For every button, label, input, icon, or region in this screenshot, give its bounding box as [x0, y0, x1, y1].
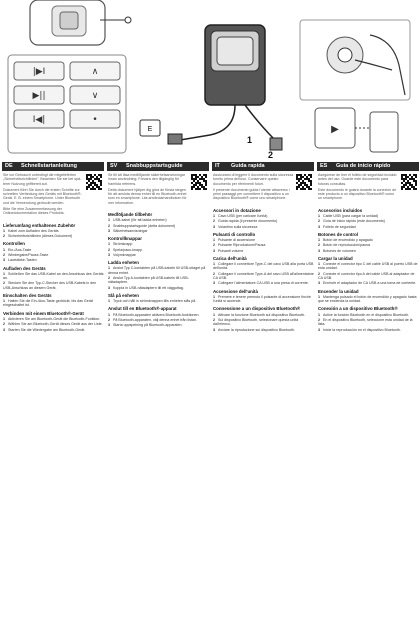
- item-number: 3: [318, 248, 320, 253]
- section-heading: Ladda enheten: [108, 260, 139, 266]
- section-item: [213, 318, 314, 327]
- item-text: På Bluetooth-apparaten, välj denna enhet från listan.: [113, 317, 197, 322]
- section-item: [108, 313, 209, 317]
- item-number: 3: [213, 281, 215, 286]
- section-item: [108, 266, 209, 275]
- section-heading: Lieferumfang enthaltenes Zubehör: [3, 222, 76, 228]
- item-number: 1: [3, 299, 5, 304]
- illustration-strip: [0, 0, 420, 158]
- section-item: [108, 218, 209, 222]
- section-heading: Accensione dell'unità: [213, 288, 258, 294]
- section-item: [108, 242, 209, 246]
- item-number: 3: [318, 224, 320, 229]
- section-item: [318, 318, 419, 327]
- item-number: 1: [108, 299, 110, 304]
- item-number: 2: [108, 317, 110, 322]
- section-item: [3, 299, 104, 308]
- item-text: Anslut Typ A-kontakten på USB-kabeln till USB-nätadaptern.: [108, 276, 189, 285]
- item-number: 3: [108, 252, 110, 257]
- intro-paragraph: Dokument führt Sie durch die ersten Schritte zur schnellen Verbindung des Geräts mit Bluetooth®-Gerät. E. B. einem Smartphone. Unter Bluetooth und die Verwendung gedruckt werden.: [3, 187, 82, 205]
- section-item: [213, 295, 314, 304]
- item-number: 1: [213, 213, 215, 218]
- column-sv: [107, 162, 209, 640]
- illustration-svg: [0, 0, 420, 158]
- section-item: [3, 281, 104, 290]
- section-item: [213, 243, 314, 247]
- section-item: [213, 313, 314, 317]
- section-item: [3, 328, 104, 332]
- item-text: Koppla in USB-nätadaptern till ett vägguttag.: [113, 285, 184, 290]
- item-number: 1: [213, 312, 215, 317]
- section-heading: Verbinden mit einem Bluetooth®-Gerät: [3, 310, 84, 316]
- language-columns: [0, 162, 420, 640]
- item-number: 1: [318, 262, 320, 267]
- item-number: 2: [318, 243, 320, 248]
- section-item: [318, 238, 419, 242]
- section-item: [108, 224, 209, 228]
- qr-code-icon: [191, 174, 207, 190]
- section-heading: Connessione a un dispositivo Bluetooth®: [213, 306, 301, 312]
- item-text: Conecte el conector tipo C del cable USB al puerto USB de esta unidad.: [318, 262, 418, 271]
- section-heading: Conexión a un dispositivo Bluetooth®: [318, 306, 398, 312]
- section-heading: Encender la unidad: [318, 288, 359, 294]
- item-text: Botones de volumen: [323, 248, 356, 253]
- item-text: En el dispositivo Bluetooth, seleccione esta unidad de la lista.: [318, 317, 413, 327]
- item-number: 3: [213, 248, 215, 253]
- language-code: DE: [5, 163, 13, 169]
- intro-paragraph: Bitte Sie eine Zusammenfassung der Onlinedokumentation dieses Produkts.: [3, 207, 65, 216]
- item-text: Starta uppspelning på Bluetooth-apparaten.: [113, 323, 183, 328]
- item-text: Botón de encendido y apagado: [323, 238, 373, 243]
- svg-text:▶: ▶: [331, 124, 339, 135]
- section-heading: Carica dell'unità: [213, 255, 247, 261]
- item-text: Tryck och håll in strömknappen tills enheten slås på.: [113, 299, 197, 304]
- section-heading: Kontrollen: [3, 241, 25, 247]
- item-number: 1: [213, 294, 215, 299]
- item-text: Pulsante di accensione: [218, 238, 255, 243]
- section-item: [318, 243, 419, 247]
- column-title: Guía de inicio rápido: [336, 163, 391, 169]
- item-number: 1: [108, 242, 110, 247]
- item-number: 1: [108, 266, 110, 271]
- section-item: [318, 219, 419, 223]
- item-text: Cable USB (para cargar la unidad): [323, 213, 379, 218]
- section-item: [318, 328, 419, 332]
- section-item: [108, 299, 209, 303]
- item-text: Schließen Sie das USB-Kabel an den Anschluss des Geräts an.: [3, 271, 104, 281]
- section-item: [3, 229, 104, 233]
- item-number: 3: [3, 258, 5, 263]
- item-number: 2: [213, 271, 215, 276]
- item-number: 3: [108, 285, 110, 290]
- section-item: [108, 253, 209, 257]
- section-heading: Botones de control: [318, 231, 359, 237]
- column-es: [317, 162, 419, 640]
- item-number: 2: [213, 317, 215, 322]
- section-item: [3, 234, 104, 238]
- item-number: 1: [3, 228, 5, 233]
- item-text: Wählen Sie am Bluetooth-Gerät dieses Gerät aus der Liste.: [8, 322, 103, 327]
- intro-paragraph: Se till att läsa medföljande säkerhetsanvisningar innan användning. Förvara den tillgänglig för framtida referens.: [108, 173, 185, 186]
- section-item: [318, 249, 419, 253]
- item-number: 2: [3, 234, 5, 239]
- section-item: [3, 317, 104, 321]
- section-item: [318, 214, 419, 218]
- item-text: Anslut Typ C-kontakten på USB-kabeln till USB-uttaget på denna enhet.: [108, 266, 206, 275]
- section-item: [3, 253, 104, 257]
- item-number: 3: [108, 323, 110, 328]
- item-number: 2: [213, 243, 215, 248]
- item-text: Botón de reproducción/pausa: [323, 243, 370, 248]
- item-number: 1: [213, 238, 215, 243]
- item-text: Volymknappar: [113, 252, 136, 257]
- item-number: 2: [318, 317, 320, 322]
- item-number: 2: [213, 219, 215, 224]
- language-code: SV: [110, 163, 118, 169]
- item-text: Avviare la riproduzione sul dispositivo Bluetooth.: [218, 327, 296, 332]
- item-text: Säkerhetsanvisningar: [113, 228, 148, 233]
- column-header: [2, 162, 104, 171]
- item-number: 2: [108, 276, 110, 281]
- item-text: Spela/paus-knapp: [113, 247, 142, 252]
- section-item: [213, 219, 314, 223]
- section-heading: Accesorios incluidos: [318, 207, 363, 213]
- intro-paragraph: Sie vor Gebrauch unbedingt die mitgelieferten „Sicherheitsrichtlinien". Beachten Sie sie bei späterer Nutzung griffbereit auf.: [3, 173, 82, 186]
- item-number: 2: [3, 281, 5, 286]
- item-text: Collegare il connettore Type-C del cavo USB alla porta USB dell'unità.: [213, 262, 314, 271]
- button-panel-illustration: [8, 55, 126, 153]
- section-item: [108, 318, 209, 322]
- speaker-cable-illustration: [140, 25, 282, 158]
- language-code: ES: [320, 163, 328, 169]
- device-top-illustration: [30, 0, 131, 45]
- item-number: 1: [3, 316, 5, 321]
- item-text: Volantino sulla sicurezza: [218, 224, 258, 229]
- item-text: Stecken Sie den Typ-C-Stecker des USB-Kabels in den USB-Anschluss an diesem Gerät.: [3, 281, 97, 290]
- item-number: 1: [318, 238, 320, 243]
- section-item: [318, 295, 419, 304]
- item-text: Guida rapida (il presente documento): [218, 219, 278, 224]
- column-title: Schnellstartanleitung: [21, 163, 77, 169]
- item-number: 2: [318, 271, 320, 276]
- item-text: Snabbuppstartsguide (detta dokument): [113, 223, 176, 228]
- section-item: [213, 238, 314, 242]
- column-de: [2, 162, 104, 640]
- item-text: Kabel zum Aufladen des Geräts: [8, 228, 59, 233]
- section-item: [108, 248, 209, 252]
- item-text: Enchufe el adaptador de CA USB a una toma de corriente.: [323, 281, 417, 286]
- item-text: Pulsanti volume: [218, 248, 244, 253]
- section-item: [213, 272, 314, 281]
- section-item: [213, 328, 314, 332]
- item-text: Cavo USB (per caricare l'unità): [218, 213, 268, 218]
- intro-paragraph: Il presente documento guida l'utente attraverso i primi passaggi per connettere il dispositivo a un dispositivo Bluetooth® come uno smartphone.: [213, 187, 290, 201]
- intro-paragraph: Assicurarsi di leggere il documento sulla sicurezza fornito prima dell'uso. Conservare questo documento per riferimenti futuri.: [213, 173, 294, 186]
- section-heading: Einschalten des Geräts: [3, 292, 52, 298]
- section-heading: Medföljande tillbehör: [108, 212, 153, 218]
- column-title: Guida rapida: [231, 163, 265, 169]
- item-text: Sicherheitsrichtlinien (dieses Dokument): [8, 234, 73, 239]
- qr-code-icon: [296, 174, 312, 190]
- item-number: 2: [108, 247, 110, 252]
- section-item: [108, 323, 209, 327]
- hand-power-illustration: [300, 20, 410, 152]
- item-number: 1: [213, 262, 215, 267]
- item-text: Active la función Bluetooth en el dispositivo Bluetooth.: [323, 312, 410, 317]
- item-text: Lautstärke-Tasten: [8, 258, 37, 263]
- svg-text:E: E: [147, 126, 153, 133]
- item-number: 3: [3, 327, 5, 332]
- column-header: [107, 162, 209, 171]
- item-number: 3: [108, 228, 110, 233]
- item-text: Folleto de seguridad: [323, 224, 356, 229]
- svg-text:•: •: [92, 115, 98, 125]
- qr-code-icon: [401, 174, 417, 190]
- column-title: Snabbuppstartsguide: [126, 163, 183, 169]
- column-it: [212, 162, 314, 640]
- item-number: 3: [318, 327, 320, 332]
- section-item: [213, 214, 314, 218]
- item-text: Conecte el conector tipo A del cable USB al adaptador de CA USB.: [318, 271, 415, 281]
- svg-text:2: 2: [268, 150, 274, 158]
- item-text: Collegare l'alimentatore CA USB a una presa di corrente.: [218, 281, 309, 286]
- section-item: [318, 272, 419, 281]
- svg-text:|▶I: |▶I: [32, 67, 46, 77]
- item-number: 3: [213, 327, 215, 332]
- intro-paragraph: Este documento le guiará durante la conexión de este producto a un dispositivo Bluetooth® como un smartphone.: [318, 187, 397, 201]
- language-code: IT: [215, 163, 220, 169]
- section-heading: Kontrollknappar: [108, 236, 142, 242]
- item-text: USB-kabel (för att ladda enheten): [113, 218, 167, 223]
- item-number: 1: [108, 218, 110, 223]
- section-item: [318, 313, 419, 317]
- section-heading: Anslut till en Bluetooth®-apparat: [108, 306, 177, 312]
- section-item: [318, 225, 419, 229]
- item-text: Guía de inicio rápido (este documento): [323, 219, 385, 224]
- item-number: 2: [3, 252, 5, 257]
- item-text: Inicie la reproducción en el dispositivo Bluetooth.: [323, 327, 401, 332]
- item-text: Aktivieren Sie am Bluetooth-Gerät die Bluetooth-Funktion.: [8, 316, 101, 321]
- column-header: [212, 162, 314, 171]
- section-heading: Slå på enheten: [108, 292, 139, 298]
- item-text: Halten Sie die Ein-/Aus-Taste gedrückt, bis das Gerät eingeschaltet ist.: [3, 299, 93, 308]
- section-item: [318, 262, 419, 271]
- item-number: 1: [318, 213, 320, 218]
- section-item: [213, 249, 314, 253]
- svg-text:I◀|: I◀|: [32, 115, 46, 125]
- item-text: Mantenga pulsado el botón de encendido y apagado hasta que se encienda la unidad.: [318, 294, 417, 304]
- item-text: På Bluetooth-apparaten aktivera Bluetooth-funktionen.: [113, 312, 200, 317]
- section-item: [213, 281, 314, 285]
- item-number: 1: [3, 271, 5, 276]
- intro-paragraph: Asegúrese de leer el folleto de seguridad incluido antes del uso. Guarde este documento para futuras consultas.: [318, 173, 397, 186]
- item-number: 2: [108, 223, 110, 228]
- qr-code-icon: [86, 174, 102, 190]
- svg-text:▶||: ▶||: [32, 91, 46, 101]
- item-number: 1: [318, 294, 320, 299]
- item-text: Sul dispositivo Bluetooth, selezionare questa unità dall'elenco.: [213, 317, 299, 327]
- item-number: 1: [318, 312, 320, 317]
- item-number: 2: [318, 219, 320, 224]
- item-text: Starten Sie die Wiedergabe am Bluetooth-Gerät.: [8, 327, 86, 332]
- item-text: Attivare la funzione Bluetooth sul dispositivo Bluetooth.: [218, 312, 306, 317]
- svg-text:∨: ∨: [91, 91, 99, 101]
- section-heading: Cargar la unidad: [318, 255, 353, 261]
- section-item: [213, 262, 314, 271]
- item-text: Strömknapp: [113, 242, 133, 247]
- item-text: Premere e tenere premuto il pulsante di accensione finché l'unità si accende.: [213, 294, 311, 304]
- item-text: Pulsante Riproduzione/Pausa: [218, 243, 266, 248]
- section-item: [318, 281, 419, 285]
- section-item: [3, 258, 104, 262]
- section-item: [108, 276, 209, 285]
- item-text: Collegare il connettore Type-A del cavo USB all'alimentatore CA USB.: [213, 271, 314, 281]
- section-heading: Aufladen des Geräts: [3, 265, 46, 271]
- item-number: 2: [3, 322, 5, 327]
- item-text: Wiedergabe/Pause-Taste: [8, 252, 49, 257]
- section-item: [3, 322, 104, 326]
- item-number: 1: [3, 247, 5, 252]
- section-item: [213, 225, 314, 229]
- section-item: [3, 272, 104, 281]
- section-heading: Accessori in dotazione: [213, 207, 261, 213]
- svg-text:∧: ∧: [91, 67, 99, 77]
- section-item: [3, 248, 104, 252]
- section-heading: Pulsanti di controllo: [213, 231, 256, 237]
- item-text: Ein-/Aus-Taste: [8, 247, 32, 252]
- section-item: [108, 229, 209, 233]
- svg-text:1: 1: [247, 135, 253, 145]
- item-number: 1: [108, 312, 110, 317]
- intro-paragraph: Detta dokument hjälper dig göra de första stegen för att ansluta denna enhet till en Bluetooth-enhet som en smartphone. Läs användarhandboken för mer information.: [108, 187, 187, 205]
- item-number: 3: [318, 281, 320, 286]
- column-header: [317, 162, 419, 171]
- section-item: [108, 286, 209, 290]
- item-number: 3: [213, 224, 215, 229]
